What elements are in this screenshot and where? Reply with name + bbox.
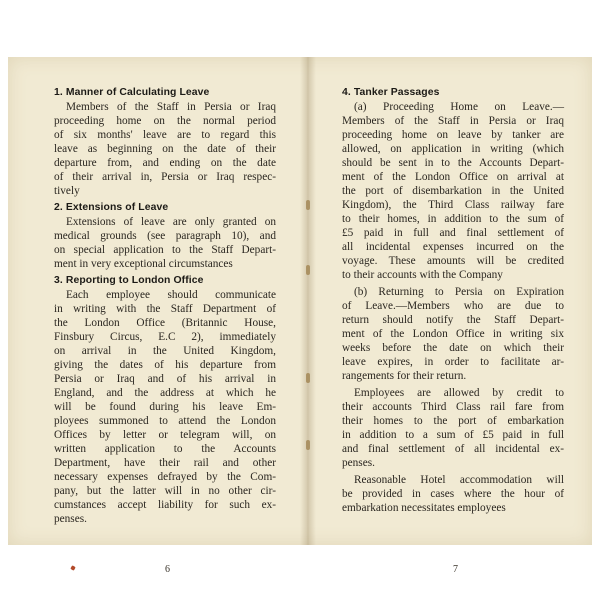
section-heading: 4. Tanker Passages <box>342 87 440 98</box>
text-line: all incidental expenses incurred on the <box>342 241 564 253</box>
left-page <box>54 86 276 529</box>
text-line: ployees summoned to attend the London <box>54 415 276 427</box>
text-line: Persia or Iraq and of his arrival in <box>54 373 276 385</box>
text-line: pany, but the latter will in no other cir- <box>54 485 276 497</box>
text-line: Employees are allowed by credit to <box>354 387 564 399</box>
text-line: Reasonable Hotel accommodation will <box>354 474 564 486</box>
text-line: Finsbury Circus, E.C 2), immediately <box>54 331 276 343</box>
text-line: Members of the Staff in Persia or Iraq <box>66 101 276 113</box>
text-line: Department, have their rail and other <box>54 457 276 469</box>
text-line: necessary expenses defrayed by the Com- <box>54 471 276 483</box>
book-spread <box>8 57 592 575</box>
text-line: the port of disembarkation in the United <box>342 185 564 197</box>
text-line: rangements for their return. <box>342 370 467 382</box>
text-line: cumstances accept liability for such ex- <box>54 499 276 511</box>
ink-mark <box>70 565 75 570</box>
text-line: penses. <box>54 513 87 525</box>
text-line: written application to the Accounts <box>54 443 276 455</box>
text-line: of six months' leave are to regard this <box>54 129 276 141</box>
text-line: England, and the address at which he <box>54 387 276 399</box>
text-line: tively <box>54 185 80 197</box>
text-line: voyage. These amounts will be credited <box>342 255 564 267</box>
right-page <box>342 86 564 518</box>
text-line: embarkation necessitates employees <box>342 502 506 514</box>
section-heading: 3. Reporting to London Office <box>54 275 204 286</box>
text-line: should be sent in to the Accounts Depart- <box>342 157 564 169</box>
binding-stitch <box>306 265 310 275</box>
text-line: will be found during his leave Em- <box>54 401 276 413</box>
text-line: allowed, on application in writing (which <box>342 143 564 155</box>
text-line: leave as beginning on the date of their <box>54 143 276 155</box>
text-line: in writing with the Staff Department of <box>54 303 276 315</box>
text-line: penses. <box>342 457 375 469</box>
text-line: ment in very exceptional circumstances <box>54 258 233 270</box>
section-gap <box>342 515 564 518</box>
text-line: leave expires, in order to facilitate ar- <box>342 356 564 368</box>
text-line: proceeding home on leave by tanker are <box>342 129 564 141</box>
text-line: on special application to the Staff Depart- <box>54 244 276 256</box>
text-line: Each employee should communicate <box>66 289 276 301</box>
text-line: proceeding home on the normal period <box>54 115 276 127</box>
page-number-left: 6 <box>165 564 170 575</box>
text-line: (b) Returning to Persia on Expiration <box>354 286 564 298</box>
text-line: of their arrival in, Persia or Iraq respec- <box>54 171 276 183</box>
section-heading: 2. Extensions of Leave <box>54 202 169 213</box>
text-line: the London Office (Britannic House, <box>54 317 276 329</box>
binding-stitch <box>306 440 310 450</box>
page-number-right: 7 <box>453 564 458 575</box>
text-line: medical grounds (see paragraph 10), and <box>54 230 276 242</box>
binding-stitch <box>306 373 310 383</box>
text-line: Offices by letter or telegram will, on <box>54 429 276 441</box>
text-line: their homes to the port of embarkation <box>342 415 564 427</box>
text-line: giving the dates of his departure from <box>54 359 276 371</box>
text-line: in addition to a sum of £5 paid in full <box>342 429 564 441</box>
text-line: their accounts Third Class rail fare from <box>342 401 564 413</box>
text-line: ment of the London Office on arrival at <box>342 171 564 183</box>
text-line: Extensions of leave are only granted on <box>66 216 276 228</box>
text-line: weeks before the date on which their <box>342 342 564 354</box>
text-line: to their homes, in addition to the sum of <box>342 213 564 225</box>
text-line: be provided in cases where the hour of <box>342 488 564 500</box>
text-line: of Leave.—Members who are due to <box>342 300 564 312</box>
text-line: on arrival in the United Kingdom, <box>54 345 276 357</box>
book-gutter <box>300 57 316 545</box>
text-line: (a) Proceeding Home on Leave.— <box>354 101 564 113</box>
text-line: departure from, and ending on the date <box>54 157 276 169</box>
text-line: return should notify the Staff Depart- <box>342 314 564 326</box>
section-heading: 1. Manner of Calculating Leave <box>54 87 210 98</box>
text-line: and final settlement of all incidental ex- <box>342 443 564 455</box>
text-line: to their accounts with the Company <box>342 269 503 281</box>
section-gap <box>54 526 276 529</box>
binding-stitch <box>306 200 310 210</box>
text-line: £5 paid in full and final settlement of <box>342 227 564 239</box>
text-line: Kingdom), the Third Class railway fare <box>342 199 564 211</box>
text-line: ment of the London Office in writing six <box>342 328 564 340</box>
text-line: Members of the Staff in Persia or Iraq <box>342 115 564 127</box>
